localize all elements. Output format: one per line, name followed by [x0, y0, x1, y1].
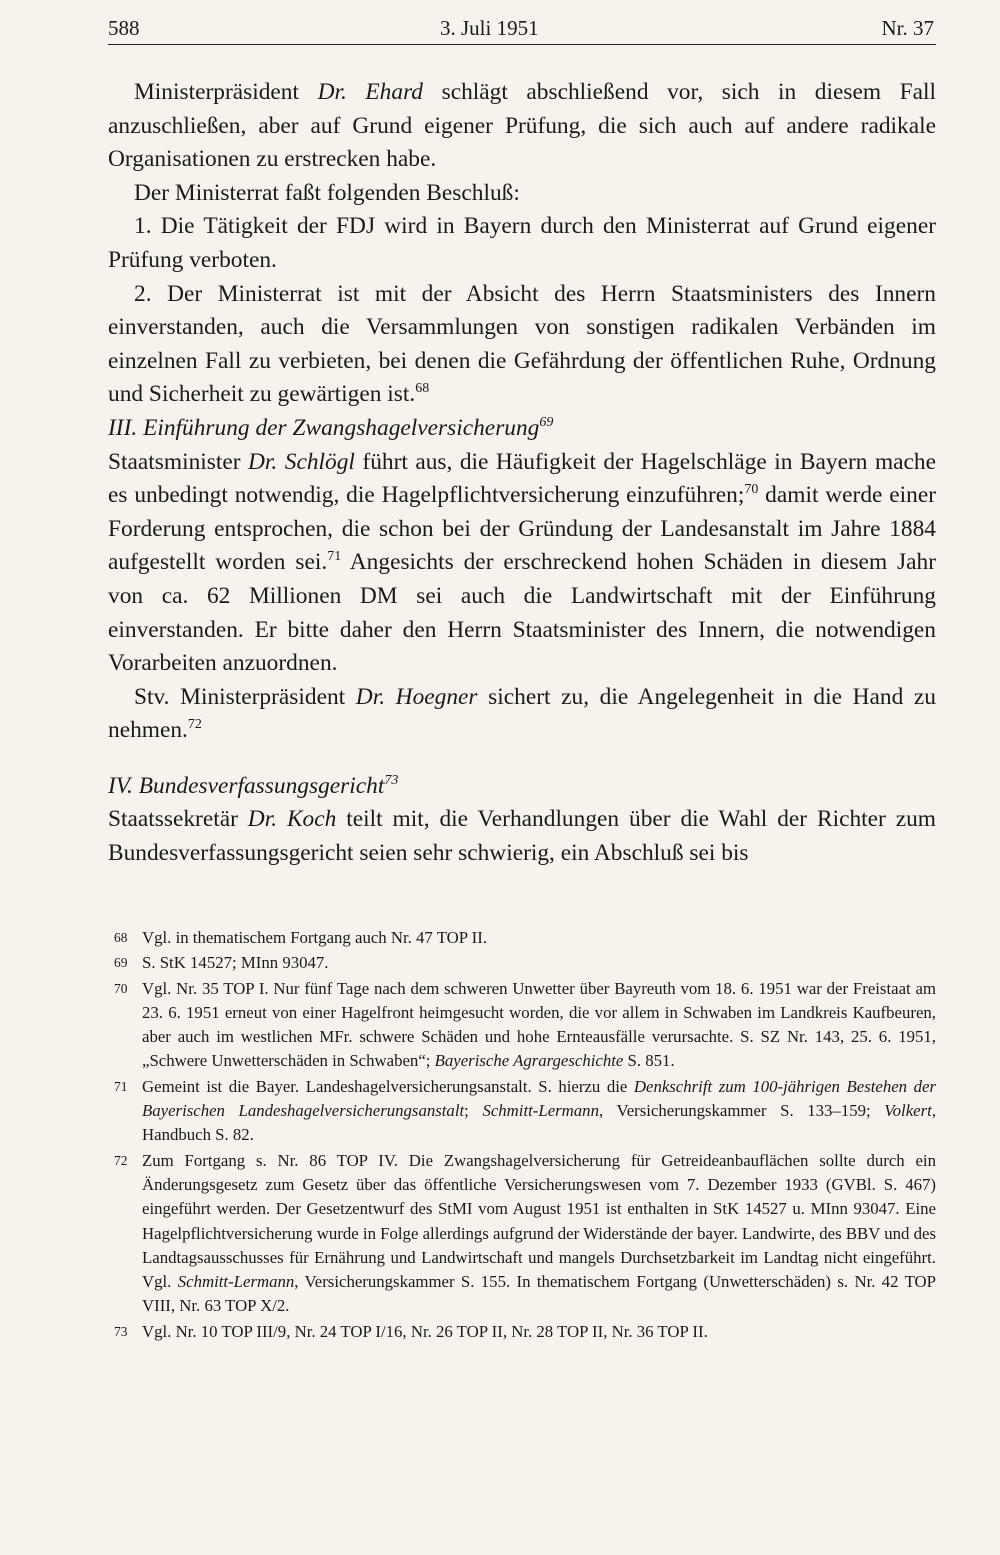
- person-name: Dr. Ehard: [317, 79, 424, 105]
- footnote-number: 71: [114, 1078, 128, 1094]
- person-name: Dr. Koch: [247, 806, 337, 833]
- page-number: 588: [108, 16, 140, 40]
- footnote-number: 68: [114, 930, 128, 945]
- footnote-ref: 72: [187, 717, 202, 733]
- header-issue: Nr. 37: [881, 16, 934, 40]
- paragraph-hoegner: Stv. Ministerpräsident Dr. Hoegner sichert zu, die Angelegenheit in die Hand zu nehmen.$^{72}$: [108, 683, 937, 744]
- footnote-71: 71 Gemeint ist die Bayer. Landeshagelversicherungsanstalt. S. hierzu die Denkschrift zum 100-jährigen Bestehen der Bayerischen Landeshagelversicherungsanstalt; Schmitt-Lermann, Versicherungskammer S. 133–159; Volkert, Handbuch S. 82.: [114, 1076, 937, 1145]
- header-date: 3. Juli 1951: [440, 16, 539, 40]
- person-name: Dr. Schlögl: [248, 448, 355, 475]
- paragraph-beschluss: Der Ministerrat faßt folgenden Beschluß:: [134, 179, 520, 206]
- paragraph-ehard: Ministerpräsident Dr. Ehard schlägt abschließend vor, sich in diesem Fall anzuschließen, aber auf Grund eigener Prüfung, die sich auch auf andere radikale Organisationen zu erstrecken habe.: [108, 79, 936, 173]
- paragraph-point-2: 2. Der Ministerrat ist mit der Absicht des Herrn Staatsministers des Innern einverstanden, auch die Versammlungen von sonstigen radikalen Verbänden im einzelnen Fall zu verbieten, bei denen die Gefährdung der öffentlichen Ruhe, Ordnung und Sicherheit zu gewärtigen ist.$^{68}$: [108, 280, 936, 408]
- paragraph-point-1: 1. Die Tätigkeit der FDJ wird in Bayern durch den Ministerrat auf Grund eigener Prüfung verboten.: [108, 213, 936, 273]
- footnote-ref: 71: [327, 549, 342, 565]
- person-name: Dr. Hoegner: [355, 683, 478, 710]
- footnote-72: 72 Zum Fortgang s. Nr. 86 TOP IV. Die Zwangshagelversicherung für Getreideanbauflächen sollte durch ein Änderungsgesetz zum Gesetz über das öffentliche Versicherungswesen vom 7. Dezember 1933 (GVBl. S. 467) eingeführt werden. Der Gesetzentwurf des StMI vom August 1951 ist enthalten in StK 14527 u. MInn 93047. Eine Hagelpflichtversicherung wurde in Folge allerdings aufgrund der Widerstände der bayer. Landwirte, des BBV und des Landtagsausschusses für Ernährung und Landwirtschaft und mangels Durchsetzbarkeit im Landtag nicht eingeführt. Vgl. Schmitt-Lermann, Versicherungskammer S. 155. In thematischem Fortgang (Unwetterschäden) s. Nr. 42 TOP VIII, Nr. 63 TOP X/2.: [114, 1150, 937, 1316]
- footnote-ref: 68: [415, 381, 430, 397]
- footnote-69: 69 S. StK 14527; MInn 93047.: [108, 951, 936, 975]
- paragraph-schloegl: Staatsminister Dr. Schlögl führt aus, die Häufigkeit der Hagelschläge in Bayern mache es unbedingt notwendig, die Hagelpflichtversicherung einzuführen;$^{70}$ damit werde einer Forderung entsprochen, die schon bei der Gründung der Landesanstalt im Jahre 1884 aufgestellt worden sei.$^{71}$ Angesichts der erschreckend hohen Schäden in diesem Jahr von ca. 62 Millionen DM sei auch die Landwirtschaft mit der Einführung einverstanden. Er bitte daher den Herrn Staatsminister des Innern, die notwendigen Vorarbeiten anzuordnen.: [108, 448, 937, 677]
- running-header: [108, 16, 936, 45]
- footnote-ref: 70: [744, 482, 759, 498]
- footnote-73: 73 Vgl. Nr. 10 TOP III/9, Nr. 24 TOP I/16, Nr. 26 TOP II, Nr. 28 TOP II, Nr. 36 TOP II.: [108, 1320, 936, 1344]
- section-heading-iv: IV. Bundesverfassungsgericht$^{73}$: [108, 772, 399, 799]
- footnote-number: 73: [114, 1323, 128, 1339]
- main-text: [108, 76, 936, 871]
- footnote-70: 70 Vgl. Nr. 35 TOP I. Nur fünf Tage nach dem schweren Unwetter über Bayreuth vom 18. 6. 1951 war der Freistaat am 23. 6. 1951 erneut von einer Hagelfront heimgesucht worden, die vor allem in Schwaben im Landkreis Kaufbeuren, aber auch im westlichen MFr. schwere Schäden und hohe Ernteausfälle verursachte. S. SZ Nr. 143, 25. 6. 1951, „Schwere Unwetterschäden in Schwaben“; Bayerische Agrargeschichte S. 851.: [114, 978, 936, 1071]
- footnote-ref: 69: [539, 414, 554, 430]
- footnote-number: 72: [114, 1152, 128, 1168]
- footnote-number: 69: [114, 955, 128, 971]
- footnote-ref: 73: [384, 772, 399, 788]
- footnotes: [108, 926, 936, 1345]
- section-heading-iii: III. Einführung der Zwangshagelversicherung$^{69}$: [108, 414, 554, 441]
- footnote-number: 70: [114, 980, 128, 996]
- paragraph-koch: Staatssekretär Dr. Koch teilt mit, die Verhandlungen über die Wahl der Richter zum Bundesverfassungsgericht seien sehr schwierig, ein Abschluß sei bis: [108, 806, 936, 867]
- footnote-68: 68 Vgl. in thematischem Fortgang auch Nr. 47 TOP II.: [108, 926, 936, 950]
